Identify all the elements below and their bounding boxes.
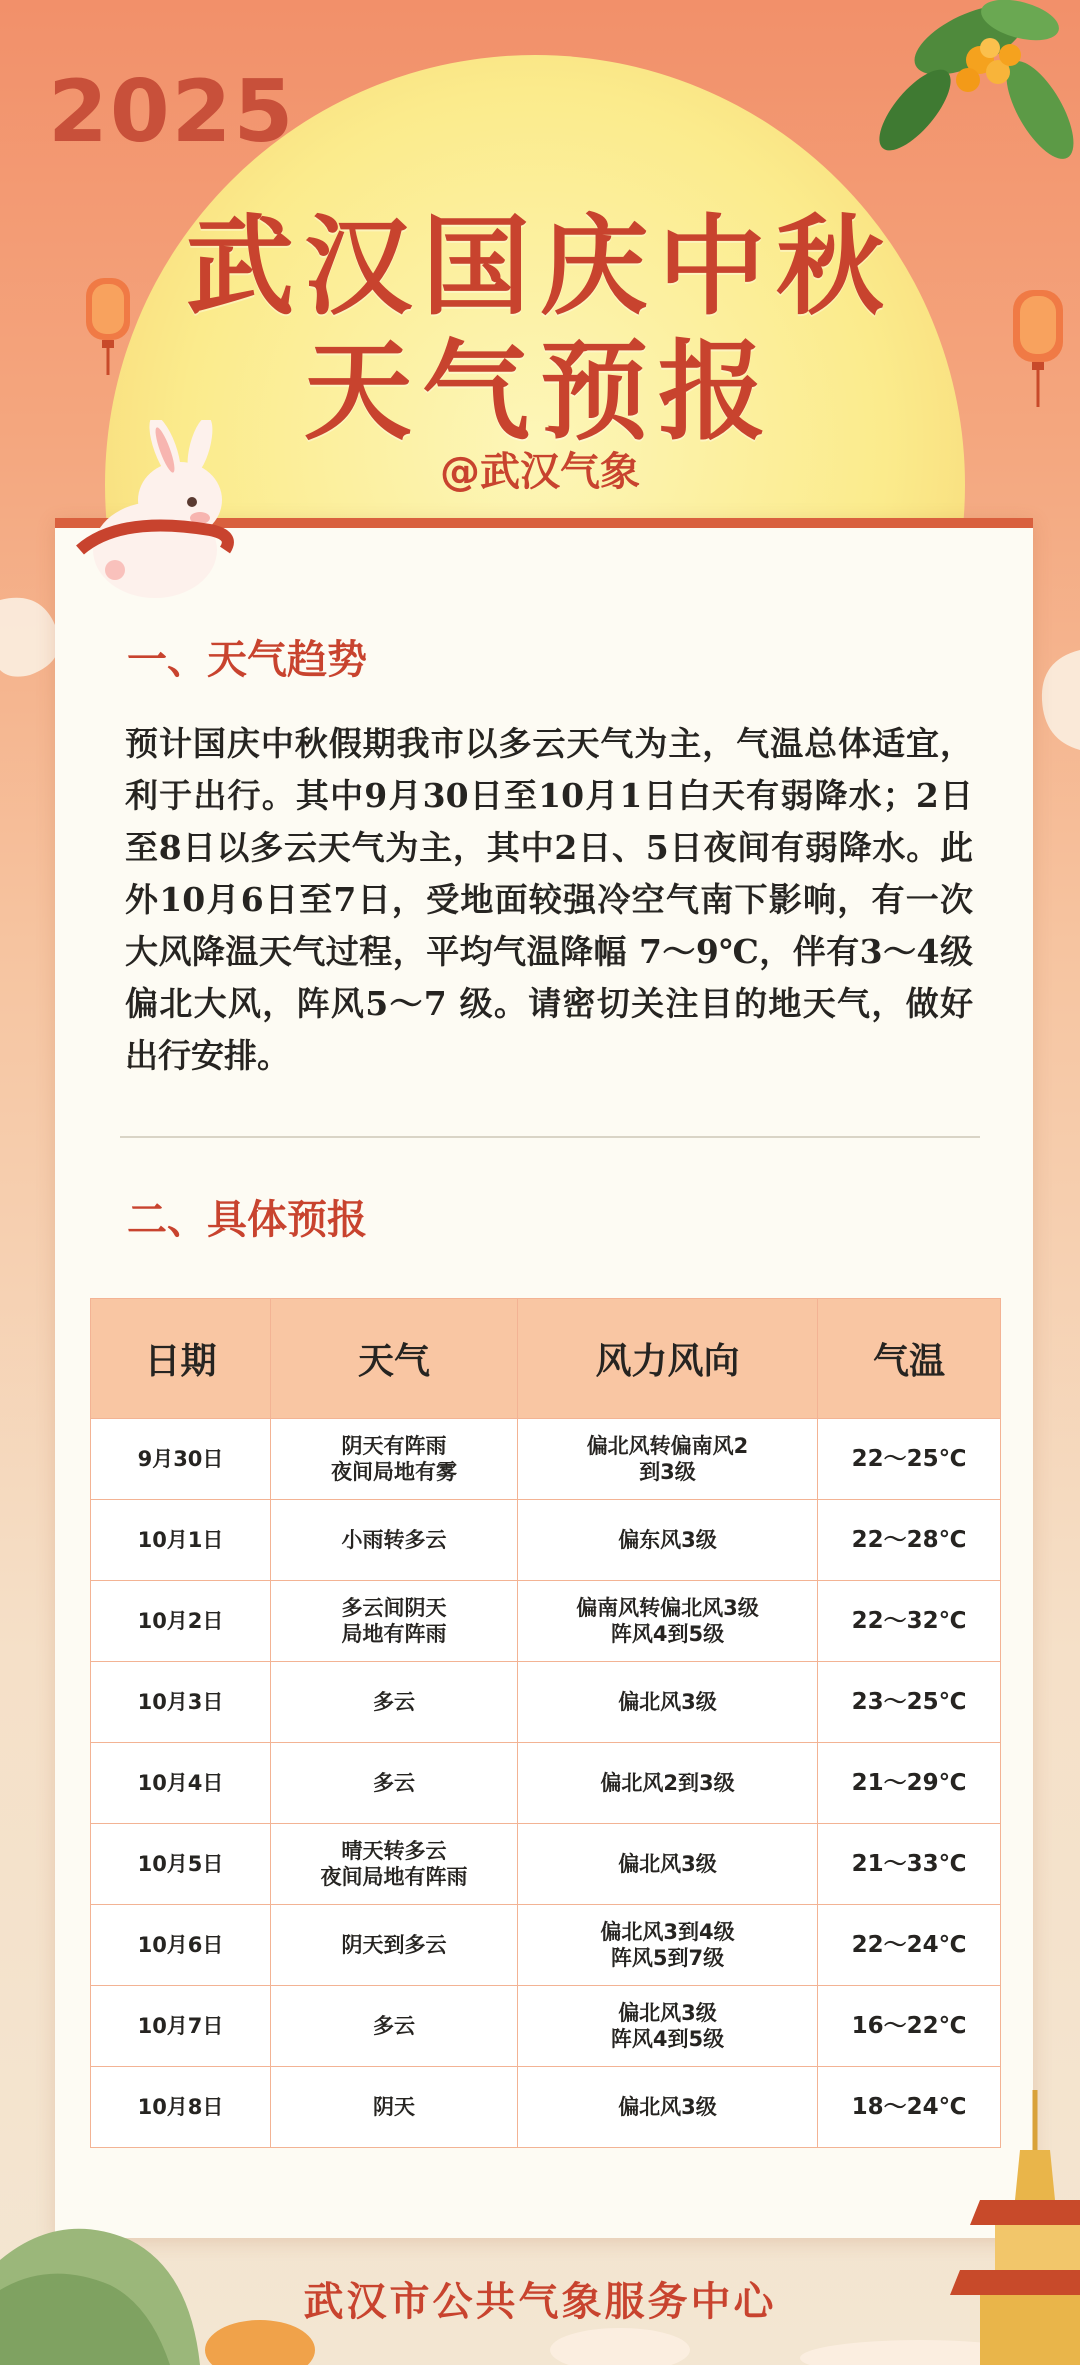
column-header-weather: 天气 xyxy=(271,1299,518,1419)
temp-cell: 22～32℃ xyxy=(818,1581,1001,1662)
table-row xyxy=(91,1824,1001,1905)
column-header-wind: 风力风向 xyxy=(518,1299,818,1419)
date-cell: 10月1日 xyxy=(91,1500,271,1581)
date-cell: 10月5日 xyxy=(91,1824,271,1905)
table-row xyxy=(91,1581,1001,1662)
table-row xyxy=(91,1662,1001,1743)
temp-cell: 22～28℃ xyxy=(818,1500,1001,1581)
osmanthus-leaves-icon xyxy=(820,0,1080,200)
year-label: 2025 xyxy=(48,62,296,162)
date-cell: 10月8日 xyxy=(91,2067,271,2148)
weather-cell: 小雨转多云 xyxy=(271,1500,518,1581)
weather-cell: 多云 xyxy=(271,1743,518,1824)
wind-cell: 偏北风转偏南风2 到3级 xyxy=(518,1419,818,1500)
forecast-heading: 二、具体预报 xyxy=(127,1196,367,1243)
forecast-table xyxy=(90,1298,1001,2148)
weather-cell: 多云间阴天 局地有阵雨 xyxy=(271,1581,518,1662)
page-title-line1: 武汉国庆中秋 xyxy=(185,204,894,330)
column-header-temp: 气温 xyxy=(818,1299,1001,1419)
date-cell: 10月7日 xyxy=(91,1986,271,2067)
temp-cell: 18～24℃ xyxy=(818,2067,1001,2148)
cloud-icon xyxy=(1030,640,1080,760)
weather-cell: 阴天到多云 xyxy=(271,1905,518,1986)
weather-cell: 晴天转多云 夜间局地有阵雨 xyxy=(271,1824,518,1905)
column-header-date: 日期 xyxy=(91,1299,271,1419)
table-row xyxy=(91,1419,1001,1500)
section-divider xyxy=(120,1136,980,1138)
table-header-row xyxy=(91,1299,1001,1419)
wind-cell: 偏北风2到3级 xyxy=(518,1743,818,1824)
date-cell: 9月30日 xyxy=(91,1419,271,1500)
weather-cell: 多云 xyxy=(271,1662,518,1743)
wind-cell: 偏东风3级 xyxy=(518,1500,818,1581)
weather-cell: 多云 xyxy=(271,1986,518,2067)
table-row xyxy=(91,2067,1001,2148)
forecast-card xyxy=(55,518,1033,2238)
temp-cell: 21～29℃ xyxy=(818,1743,1001,1824)
weather-cell: 阴天 xyxy=(271,2067,518,2148)
table-row xyxy=(91,1905,1001,1986)
temp-cell: 22～25℃ xyxy=(818,1419,1001,1500)
trend-heading: 一、天气趋势 xyxy=(127,636,367,683)
rabbit-icon xyxy=(60,420,240,610)
table-row xyxy=(91,1500,1001,1581)
footer-organization: 武汉市公共气象服务中心 xyxy=(303,2278,777,2325)
wind-cell: 偏北风3级 xyxy=(518,1662,818,1743)
wind-cell: 偏南风转偏北风3级 阵风4到5级 xyxy=(518,1581,818,1662)
temp-cell: 23～25℃ xyxy=(818,1662,1001,1743)
date-cell: 10月6日 xyxy=(91,1905,271,1986)
table-row xyxy=(91,1743,1001,1824)
date-cell: 10月4日 xyxy=(91,1743,271,1824)
table-row xyxy=(91,1986,1001,2067)
date-cell: 10月2日 xyxy=(91,1581,271,1662)
weather-cell: 阴天有阵雨 夜间局地有雾 xyxy=(271,1419,518,1500)
wind-cell: 偏北风3级 xyxy=(518,1824,818,1905)
temp-cell: 16～22℃ xyxy=(818,1986,1001,2067)
temp-cell: 21～33℃ xyxy=(818,1824,1001,1905)
date-cell: 10月3日 xyxy=(91,1662,271,1743)
trend-paragraph: 预计国庆中秋假期我市以多云天气为主，气温总体适宜，利于出行。其中9月30日至10月1日白天有弱降水；2日至8日以多云天气为主，其中2日、5日夜间有弱降水。此外10月6日至7日，受地面较强冷空气南下影响，有一次大风降温天气过程，平均气温降幅 7～9℃，伴有3～4级偏北大风，阵风5～7 级。请密切关注目的地天气，做好出行安排。 xyxy=(125,724,973,1075)
temp-cell: 22～24℃ xyxy=(818,1905,1001,1986)
page-title-line2: 天气预报 xyxy=(303,329,776,455)
wind-cell: 偏北风3级 阵风4到5级 xyxy=(518,1986,818,2067)
account-handle: @武汉气象 xyxy=(440,449,640,495)
wind-cell: 偏北风3级 xyxy=(518,2067,818,2148)
wind-cell: 偏北风3到4级 阵风5到7级 xyxy=(518,1905,818,1986)
